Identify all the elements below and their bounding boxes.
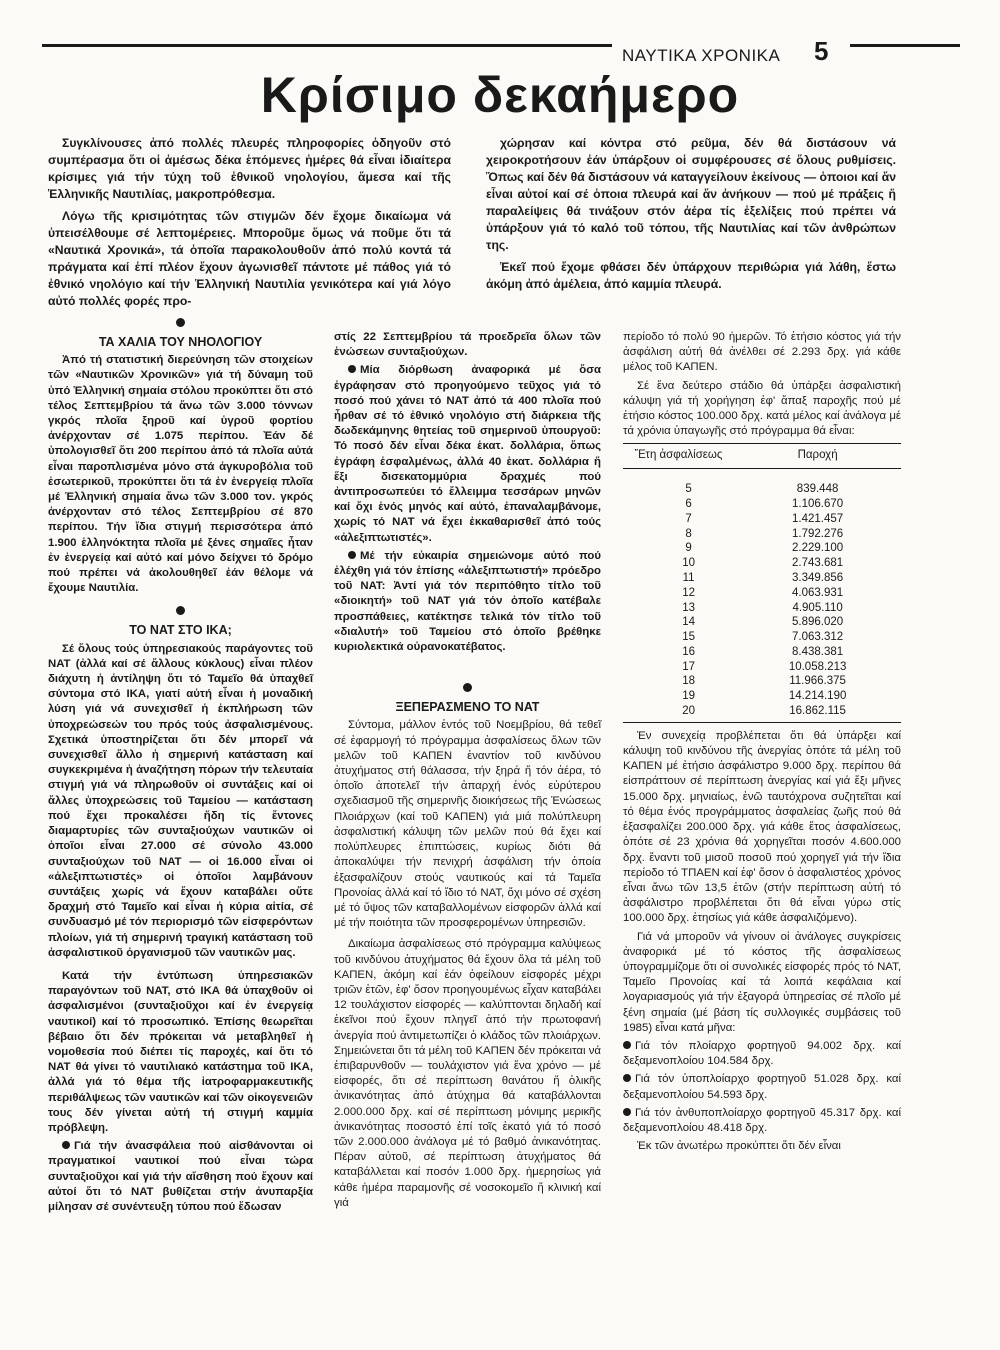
paragraph [623,1106,901,1136]
table-row [623,497,901,512]
section-dot [176,318,185,327]
section-dot [176,606,185,615]
table-cell-benefit: 4.063.931 [792,586,844,599]
bullet-text: Γιά τήν ἀνασφάλεια πού αἰσθάνονται οἱ πραγματικοί ναυτικοί πού εἶναι τώρα συνταξιοῦχοι καί γιά τήν αἴσθηση πού ἔχουν καί αὐτοί ὅτι τό ΝΑΤ βυθίζεται στήν ἀνυπαρξία μίλησαν σέ συνέντευξη τύπου πού ἔδωσαν [48,1140,313,1213]
table-header-row [623,444,901,468]
table-cell-benefit: 7.063.312 [792,631,844,644]
table-header-years: Ἔτη ἀσφαλίσεως [623,444,734,468]
paragraph [48,1139,313,1215]
table-cell-benefit: 11.966.375 [789,675,846,688]
table-cell-years: 9 [685,542,692,555]
table-row [623,601,901,616]
masthead-rule-left [42,44,612,47]
table-cell-years: 14 [682,616,695,629]
benefits-table [623,443,901,722]
paragraph [623,1039,901,1069]
bullet-text: Μία διόρθωση ἀναφορικά μέ ὅσα ἐγράφησαν στό προηγούμενο τεῦχος γιά τό ποσό πού χάνει τό ΝΑΤ ἀπό τά 400 πλοῖα πού ἦρθαν σέ τό ἐθνικό νηολόγιο στή διάρκεια τῆς δωδεκάμηνης θητείας τοῦ σημερινοῦ ὑπουργοῦ: Τό ποσό δέν εἶναι δέκα ἑκατ. δολλάρια, ὅπως ἐγράφη ἐσφαλμένως, ἀλλά 40 ἑκατ. δολλάρια ἤ ἕξι δισεκατομμύρια δραχμές πού ἀντιπροσωπεύει τό ἔλλειμμα τεσσάρων μηνῶν καί ὄχι ἑνός μηνός καί αὐτό, ἐπαναλαμβάνομε, χωρίς τό ΝΑΤ νά ἔχει ἐκκαθαρισθεῖ ἀπό τούς «ἀλεξιπτωτιστές». [334,364,601,544]
table-cell-years: 12 [682,586,695,599]
lead-paragraph: Συγκλίνουσες ἀπό πολλές πλευρές πληροφορίες ὁδηγοῦν στό συμπέρασμα ὅτι οἱ ἀμέσως δέκα ἑπόμενες ἡμέρες θά εἶναι ἰδιαίτερα κρίσιμες γιά τήν τύχη τοῦ ἐθνικοῦ νηολογίου, ἄμεσα καί τῆς Ἑλληνικῆς Ναυτιλίας, μακροπρόθεσμα. [48,136,451,201]
headline: Κρίσιμο δεκαήμερο [260,67,740,123]
paragraph: Σύντομα, μάλλον ἐντός τοῦ Νοεμβρίου, θά τεθεῖ σέ ἐφαρμογή τό πρόγραμμα ἀσφαλίσεως ὅλων τῶν μελῶν τοῦ ΚΑΠΕΝ ἐναντίον τοῦ κινδύνου ἀτυχήματος στή θάλασσα, τήν ξηρά ἤ τόν ἀέρα, τό ὁποῖο ἀποτελεῖ τήν ἀπαρχή ἑνός εὐρύτερου σχεδιασμοῦ τῆς σημερινῆς διοικήσεως τῆς Ἑνώσεως Πλοιάρχων (καί τοῦ ΚΑΠΕΝ) γιά μιά πολύπλευρη ἀσφαλιστική κάλυψη τῶν μελῶν πού θά ἔχει καί πολύπλευρες ἐπιπτώσεις, κυρίως διότι θά ἀποκαλύψει τήν πενιχρή ἀσφάλιση τήν ὁποία ἐξασφαλίζουν στούς ναυτικούς καί τά Ταμεῖα Προνοίας ἀλλά καί τό ἴδιο τό ΝΑΤ, ὄχι μόνο σέ σχέση μέ τό ὕψος τῶν καταβαλλομένων εἰσφορῶν ἀλλά καί μέ τήν ποιότητα τῶν προσφερομένων ὑπηρεσιῶν. [334,719,601,930]
table-cell-years: 5 [685,483,692,496]
table-row [623,586,901,601]
section-heading: ΞΕΠΕΡΑΣΜΕΝΟ ΤΟ ΝΑΤ [395,700,540,715]
section-heading: ΤΑ ΧΑΛΙΑ ΤΟΥ ΝΗΟΛΟΓΙΟΥ [98,335,263,349]
table-cell-years: 8 [685,527,692,540]
table-row [623,615,901,630]
bullet-dot [623,1108,631,1116]
table-cell-years: 6 [685,497,692,510]
table-row [623,512,901,527]
paragraph: Σέ ὅλους τούς ὑπηρεσιακούς παράγοντες τοῦ ΝΑΤ (ἀλλά καί σέ ἄλλους κύκλους) εἶναι πλέον διάχυτη ἡ ἀντίληψη ὅτι τό Ταμεῖο θά ὑπαχθεῖ σύντομα στό ΙΚΑ, γιατί αὐτή εἶναι ἡ μοναδική λύση γιά νά συνεχισθεῖ ἡ ἐκπλήρωση τῶν ὑποχρεώσεών του πρός τούς ἀσφαλισμένους. Σχετικά ὑποστηρίζεται ὅτι δέν μπορεῖ νά συνεχισθεῖ ἄλλο ἡ σημερινή κατάσταση καί συγκεκριμένα ἡ ἀναζήτηση πόρων τήν τελευταία στιγμή γιά νά πληρωθοῦν οἱ συντάξεις καί οἱ ἄλλες ὑποχρεώσεις τοῦ Ταμείου — κατάσταση πού ἔχει προκαλέσει ἤδη τίς ἔντονες διαμαρτυρίες τῶν συνταξιούχων ναυτικῶν οἱ ὁποῖοι εἶναι 27.000 σέ σύνολο 43.000 συνταξιούχων τοῦ ΝΑΤ — οἱ 16.000 εἶναι οἱ «ἀλεξιπτωτιστές» οἱ ὁποῖοι λαμβάνουν συντάξεις χωρίς νά ἔχουν καταβάλει οὔτε δραχμή στό Ταμεῖο καί εἶναι ἡ κύρια αἰτία, σέ συνδυασμό μέ τόν περιορισμό τῶν εἰσφερόντων πλοίων, γιά τή σημερινή τραγική κατάσταση τοῦ ἀσφαλιστικοῦ ὀργανισμοῦ τῶν ναυτικῶν μας. [48,642,313,959]
table-cell-benefit: 10.058.213 [788,660,847,673]
lead-right-column [486,135,896,298]
paragraph [334,549,601,655]
paragraph: περίοδο τό πολύ 90 ἡμερῶν. Τό ἐτήσιο κόστος γιά τήν ἀσφάλιση αὐτή θά ἀνέλθει σέ 2.293 δρχ. γιά κάθε μέλος τοῦ ΚΑΠΕΝ. [623,331,901,374]
paragraph: Δικαίωμα ἀσφαλίσεως στό πρόγραμμα καλύψεως τοῦ κινδύνου ἀτυχήματος θά ἔχουν ὅλα τά μέλη τοῦ ΚΑΠΕΝ, ἀκόμη καί ἐάν ὀφείλουν εἰσφορές μέχρι τριῶν ἐτῶν, ἐφ' ὅσον προηγουμένως εἶχαν καταβάλει 12 τουλάχιστον εἰσφορές — καλύπτονται δηλαδή καί ἐκεῖνοι πού ἔχουν πληγεῖ ἀπό τήν πρωτοφανή ἀνεργία πού ἀντιμετωπίζει ὁ κλάδος τῶν πλοιάρχων. Σημειώνεται ὅτι τά μέλη τοῦ ΚΑΠΕΝ δέν πρόκειται νά ἐπιβαρυνθοῦν — τουλάχιστον γιά ἕνα χρόνο — μέ εἰσφορές, ὅτι σέ περίπτωση θανάτου ἤ ὁλικῆς ἀνικανότητας ἀπό ἀτύχημα θά καταβάλλονται 2.000.000 δρχ. καί σέ περίπτωση μόνιμης μερικῆς ἀνικανότητας ποσοστό ἐπί τοῖς ἑκατό γιά τό ποσό τῶν 2.000.000 ἀνάλογα μέ τό βαθμό ἀνικανότητας. Πέραν αὐτοῦ, σέ περίπτωση ἀτυχήματος θά καταβάλλεται καί ποσόν 1.000 δρχ. ἡμερησίως γιά κάθε ἡμέρα παραμονῆς σέ νοσοκομεῖο ἤ κλινική καί γιά [334,938,601,1209]
table-cell-benefit: 839.448 [796,483,839,496]
lead-paragraph: χώρησαν καί κόντρα στό ρεῦμα, δέν θά διστάσουν νά χειροκροτήσουν ἐάν ὑπάρξουν οἱ συμφέρουσες σέ ὅλους ρυθμίσεις. Ὅπως καί δέν θά διστάσουν νά καταγγείλουν ἐκείνους — ὁποιοι καί ἄν εἶναι αὐτοί καί σέ ὁποια πλευρά καί ἄν ἀνήκουν — πού μέ πράξεις ἤ παραλείψεις θά τινάξουν στόν ἀέρα τίς ἐξελίξεις πού πρέπει νά ὑπάρξουν γιά τό καλό τοῦ τόπου, τῆς Ναυτιλίας καί τῶν ἀνθρώπων της. [486,136,896,252]
table-row [623,556,901,571]
bullet-dot [348,365,356,373]
table-cell-benefit: 2.229.100 [792,542,844,555]
paragraph: Ἐν συνεχείᾳ προβλέπεται ὅτι θά ὑπάρξει καί κάλυψη τοῦ κινδύνου τῆς ἀνεργίας ὁπότε τά μέλη τοῦ ΚΑΠΕΝ μέ ἐτήσιο ἀσφάλιστρο 9.000 δρχ. περίπου θά εἰσπράττουν σέ περίπτωση ἀνεργίας καί γιά ἕξι μῆνες 15.000 δρχ. μηνιαίως, ἐνῶ ταυτόχρονα συζητεῖται καί τό θέμα ἑνός προγράμματος ἀσφαλείας ζωῆς πού θά ἐξασφαλίζει 200.000 δρχ. γιά κάθε ἔτος ἀσφαλίσεως, ὁπότε σέ 23 χρόνια θά χορηγεῖται ποσόν 4.600.000 δρχ. ἔναντι τοῦ μισοῦ ποσοῦ πού χορηγεῖ γιά τήν ἴδια περίοδο τό ΤΠΑΕΝ καί ἐφ' ὅσον ὁ ἀσφαλιστέος χρόνος εἶναι ἄνω τῶν 13,5 ἐτῶν (στήν περίπτωση αὐτή τό ἀσφάλιστρο προβλέπεται ὅτι θά εἶναι γύρω στίς 100.000 δρχ. ἐτησίως γιά κάθε ἀσφαλιζόμενο). [623,729,901,925]
paragraph: Ἀπό τή στατιστική διερεύνηση τῶν στοιχείων τῶν «Ναυτικῶν Χρονικῶν» γιά τή δύναμη τοῦ ὑπό Ἑλληνική σημαία στόλου προκύπτει ὅτι στό τέλος Σεπτεμβρίου τά ἄνω τῶν 3.000 τόννων γκρός πλοῖα ξηροῦ καί ὑγροῦ φορτίου ἀνέρχονταν σέ 1.075 περίπου. Ἐάν δέ ὑπολογισθεῖ ὅτι 200 περίπου ἀπό τά πλοῖα αὐτά εἶναι παροπλισμένα μόνο στά ἀγκυροβόλια τοῦ ἐσωτερικοῦ, προκύπτει ὅτι τά ἐν ἐνεργείᾳ πλοῖα μέ Ἑλληνική σημαία ἄνω τῶν 3.000 τον. γκρός ἀνέρχονταν στό τέλος Σεπτεμβρίου σέ 870 περίπου. Τήν ἴδια στιγμή περισσότερα ἀπό 1.900 ἑλληνόκτητα πλοῖα μέ ξένες σημαῖες ἦταν ἐν ἐνεργείᾳ καί αὐτό καί μόνο δείχνει τό δρόμο πού πρέπει νά ἀκολουθηθεῖ ἐάν θέλομε νά ἔχουμε Ναυτιλία. [48,354,313,595]
table-cell-years: 13 [682,601,695,614]
bullet-dot [62,1141,70,1149]
table-row [623,541,901,556]
bullet-text: Γιά τόν πλοίαρχο φορτηγοῦ 94.002 δρχ. καί δεξαμενοπλοίου 104.584 δρχ. [623,1039,901,1068]
table-header-benefit: Παροχή [734,444,901,468]
table-cell-years: 15 [682,631,695,644]
table-cell-benefit: 4.905.110 [792,601,843,614]
table-body [623,468,901,722]
table-cell-benefit: 5.896.020 [792,616,844,629]
table-row [623,645,901,660]
section-dot [463,683,472,692]
bullet-text: Μέ τήν εὐκαιρία σημειώνομε αὐτό πού ἐλέχθη γιά τόν ἐπίσης «ἀλεξιπτωτιστή» πρόεδρο τοῦ ΝΑΤ: Ἀντί γιά τόν περιπόθητο τίτλο τοῦ «διοικητή» τοῦ ΝΑΤ γιά τόν ὁποῖο κατέβαλε προσπάθειες, κατέκτησε τελικά τόν τίτλο τοῦ «διαλυτή» τοῦ Ταμείου στό ὁποῖο βρέθηκε κυριολεκτικά οὐρανοκατέβατος. [334,549,601,654]
bullet-text: Γιά τόν ἀνθυποπλοίαρχο φορτηγοῦ 45.317 δρχ. καί δεξαμενοπλοίου 48.418 δρχ. [623,1106,901,1134]
table-cell-years: 11 [682,571,695,584]
table-row [623,689,901,704]
lead-paragraph: Ἐκεῖ πού ἔχομε φθάσει δέν ὑπάρχουν περιθώρια γιά λάθη, ἔστω ἀκόμη ἀπό ἀμέλεια, ἀπό καμμία πλευρά. [486,260,896,291]
paragraph: Γιά νά μποροῦν νά γίνουν οἱ ἀνάλογες συγκρίσεις ἀναφορικά μέ τό κόστος τῆς ἀσφαλίσεως ὑπογραμμίζομε ὅτι οἱ συνολικές εἰσφορές πρός τό ΝΑΤ, Ταμεῖο Προνοίας καί τά λοιπά κεφάλαια καί λογαριασμούς γιά τήν ἐξαγορά ὑπηρεσίας σέ πλοῖο μέ ξένη σημαία (μέ βάση τίς συλλογικές συμβάσεις τοῦ 1985) εἶναι κατά μῆνα: [623,930,901,1034]
lead-paragraph: Λόγω τῆς κρισιμότητας τῶν στιγμῶν δέν ἔχομε δικαίωμα νά ὑπεισέλθουμε σέ λεπτομέρειες. Μποροῦμε ὅμως νά ποῦμε ὅτι τά «Ναυτικά Χρονικά», τά ὁποῖα παρακολουθοῦν ἀπό πολύ κοντά τά πράγματα καί ἐπί πλέον ἔχουν ἀγωνισθεῖ πάντοτε μέ πάθος γιά τό ἐθνικό νηολόγιο καί τήν Ἑλληνική Ναυτιλία γενικότερα καί γιά λόγο αὐτό πολλές φορές προ- [48,209,451,308]
page-number: 5 [814,36,829,66]
table-cell-benefit: 8.438.381 [792,645,844,658]
table-cell-years: 19 [682,690,695,703]
table-row [623,660,901,675]
table-cell-benefit: 14.214.190 [788,690,847,703]
table-cell-years: 16 [682,645,695,658]
section-heading: ΤΟ ΝΑΤ ΣΤΟ ΙΚΑ; [129,623,232,638]
column-3 [623,330,901,1157]
paragraph: στίς 22 Σεπτεμβρίου τά προεδρεῖα ὅλων τῶν ἑνώσεων συνταξιούχων. [334,331,601,359]
table-cell-benefit: 1.106.670 [792,497,844,510]
table-row [623,527,901,542]
table-cell-years: 10 [682,557,695,570]
table-cell-benefit: 1.792.276 [792,527,844,540]
bullet-dot [623,1041,631,1049]
column-2 [334,330,601,1214]
table-cell-years: 17 [682,660,695,673]
table-cell-benefit: 16.862.115 [734,704,901,722]
bullet-text: Γιά τόν ὑποπλοίαρχο φορτηγοῦ 51.028 δρχ. καί δεξαμενοπλοίου 54.593 δρχ. [623,1073,901,1101]
publication-name: ΝΑΥΤΙΚΑ ΧΡΟΝΙΚΑ [622,46,781,65]
table-row [623,630,901,645]
table-row [623,704,901,722]
table-row [623,571,901,586]
bullet-dot [348,551,356,559]
paragraph: Σέ ἕνα δεύτερο στάδιο θά ὑπάρξει ἀσφαλιστική κάλυψη γιά τή χορήγηση ἐφ' ἅπαξ παροχῆς πού μέ ἐτήσιο κόστος 100.000 δρχ. κατά μέλος καί ἀνάλογα μέ τά χρόνια ὑπαγωγῆς στό πρόγραμμα θά εἶναι: [623,379,901,438]
paragraph: Κατά τήν ἐντύπωση ὑπηρεσιακῶν παραγόντων τοῦ ΝΑΤ, στό ΙΚΑ θά ὑπαχθοῦν οἱ ἀσφαλισμένοι (συνταξιοῦχοι καί ἐν ἐνεργείᾳ ναυτικοί) καί τό προσωπικό. Ἐπίσης θεωρεῖται βέβαιο ὅτι δέν πρόκειται νά μεταβληθεῖ ἡ νομοθεσία πού διέπει τίς παροχές, καί ὅτι τό ΝΑΤ θά γίνει τό ναυτιλιακό κατάστημα τοῦ ΙΚΑ, ἀλλά γιά τό θέμα τῆς ἰατροφαρμακευτικῆς περιθάλψεως τῶν ναυτικῶν καί τῶν οἰκογενειῶν τους δέν γίνεται αὐτή τή στιγμή καμμία πρόβλεψη. [48,969,313,1134]
table-cell-years: 20 [623,704,734,722]
column-1 [48,312,313,1218]
table-cell-benefit: 3.349.856 [792,571,844,584]
paragraph [623,1072,901,1102]
bullet-dot [623,1074,631,1082]
table-cell-years: 7 [685,512,692,525]
paragraph: Ἐκ τῶν ἀνωτέρω προκύπτει ὅτι δέν εἶναι [637,1140,841,1153]
lead-left-column [48,135,451,315]
table-row [623,674,901,689]
table-cell-benefit: 2.743.681 [792,557,844,570]
table-cell-years: 18 [682,675,695,688]
paragraph [334,363,601,545]
table-row [623,482,901,497]
masthead-rule-right [850,44,960,47]
table-cell-benefit: 1.421.457 [792,512,844,525]
